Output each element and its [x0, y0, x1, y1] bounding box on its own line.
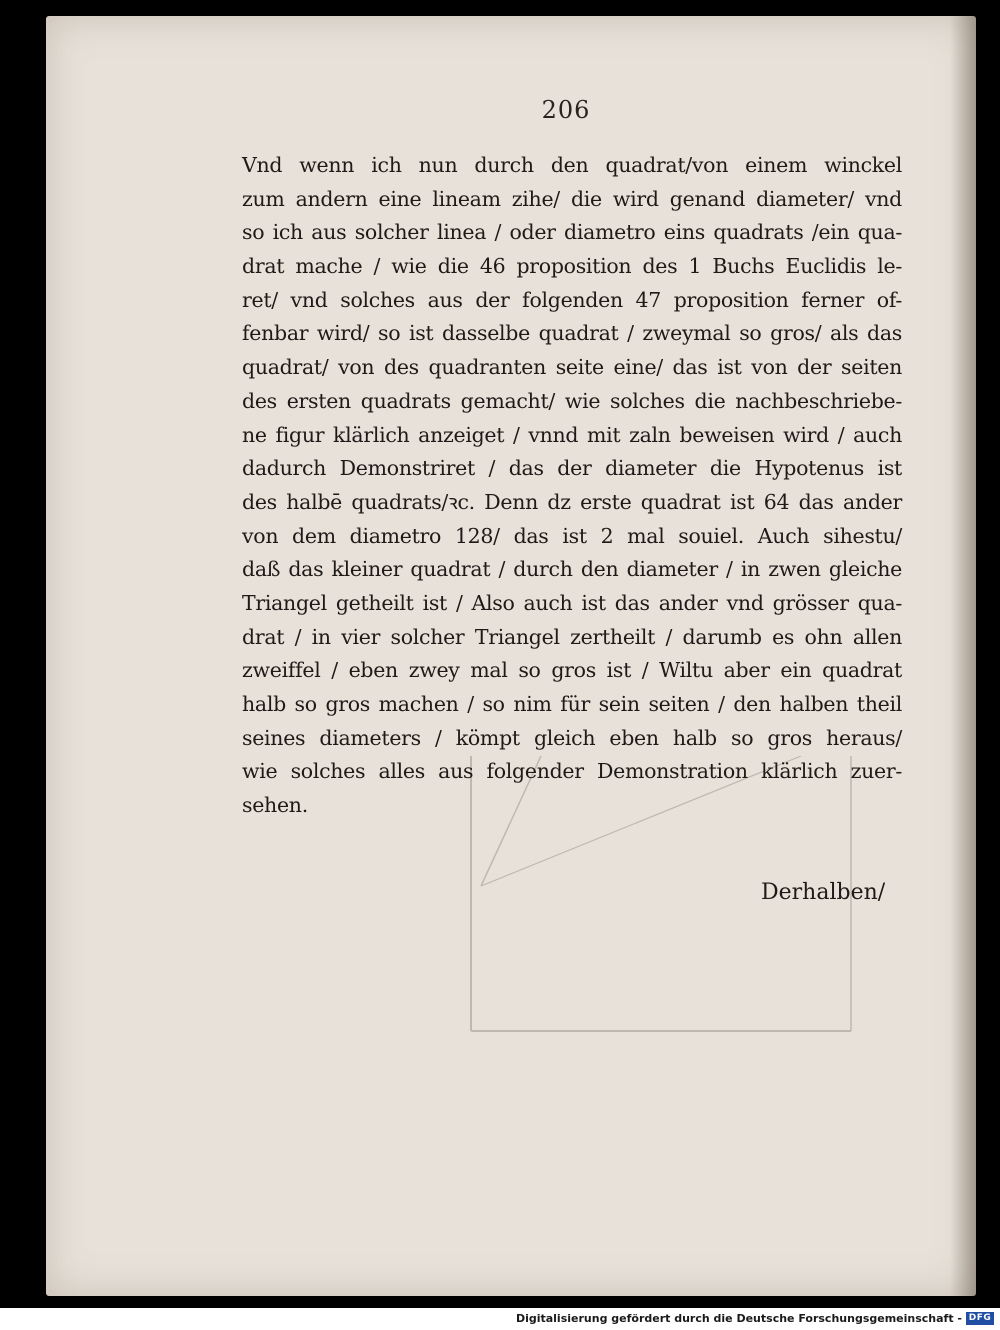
text-line: dadurch Demonstriret / das der diameter die Hypotenus ist — [242, 456, 902, 481]
text-line: so ich aus solcher linea / oder diametro eins quadrats /ein qua- — [242, 220, 902, 245]
text-line: ne figur klärlich anzeiget / vnnd mit zaln beweisen wird / auch — [242, 422, 902, 447]
text-line: drat / in vier solcher Triangel zertheilt / darumb es ohn allen — [242, 624, 902, 649]
text-line: des halbē quadrats/ꝛc. Denn dz erste quadrat ist 64 das ander — [242, 489, 902, 514]
text-line: von dem diametro 128/ das ist 2 mal souiel. Auch sihestu/ — [242, 523, 902, 548]
text-line: Vnd wenn ich nun durch den quadrat/von einem winckel — [242, 153, 902, 177]
text-line: zweiffel / eben zwey mal so gros ist / Wiltu aber ein quadrat — [242, 658, 902, 683]
funding-notice: Digitalisierung gefördert durch die Deutsche Forschungsgemeinschaft - — [515, 1312, 962, 1325]
text-line: halb so gros machen / so nim für sein seiten / den halben theil — [242, 692, 902, 716]
text-line: seines diameters / kömpt gleich eben halb so gros heraus/ — [242, 725, 902, 750]
body-text — [242, 149, 902, 823]
page-edge-shadow — [950, 16, 976, 1296]
catchword: Derhalben/ — [761, 880, 886, 905]
page-number: 206 — [541, 96, 591, 124]
dfg-logo-icon: DFG — [966, 1312, 994, 1325]
text-line: wie solches alles aus folgender Demonstration klärlich zuer- — [242, 759, 902, 784]
text-line: des ersten quadrats gemacht/ wie solches die nachbeschriebe- — [242, 388, 902, 413]
text-line: zum andern eine lineam zihe/ die wird genand diameter/ vnd — [242, 186, 902, 211]
text-line: Triangel getheilt ist / Also auch ist das ander vnd grösser qua- — [242, 590, 902, 615]
text-line: sehen. — [242, 793, 308, 818]
text-line: drat mache / wie die 46 proposition des 1 Buchs Euclidis le- — [242, 254, 902, 279]
text-line: fenbar wird/ so ist dasselbe quadrat / zweymal so gros/ als das — [242, 321, 902, 346]
text-line: ret/ vnd solches aus der folgenden 47 proposition ferner of- — [242, 287, 902, 312]
text-line: quadrat/ von des quadranten seite eine/ das ist von der seiten — [242, 355, 902, 380]
book-page — [46, 16, 976, 1296]
footer-bar — [0, 1308, 1000, 1330]
text-line: daß das kleiner quadrat / durch den diameter / in zwen gleiche — [242, 557, 902, 582]
